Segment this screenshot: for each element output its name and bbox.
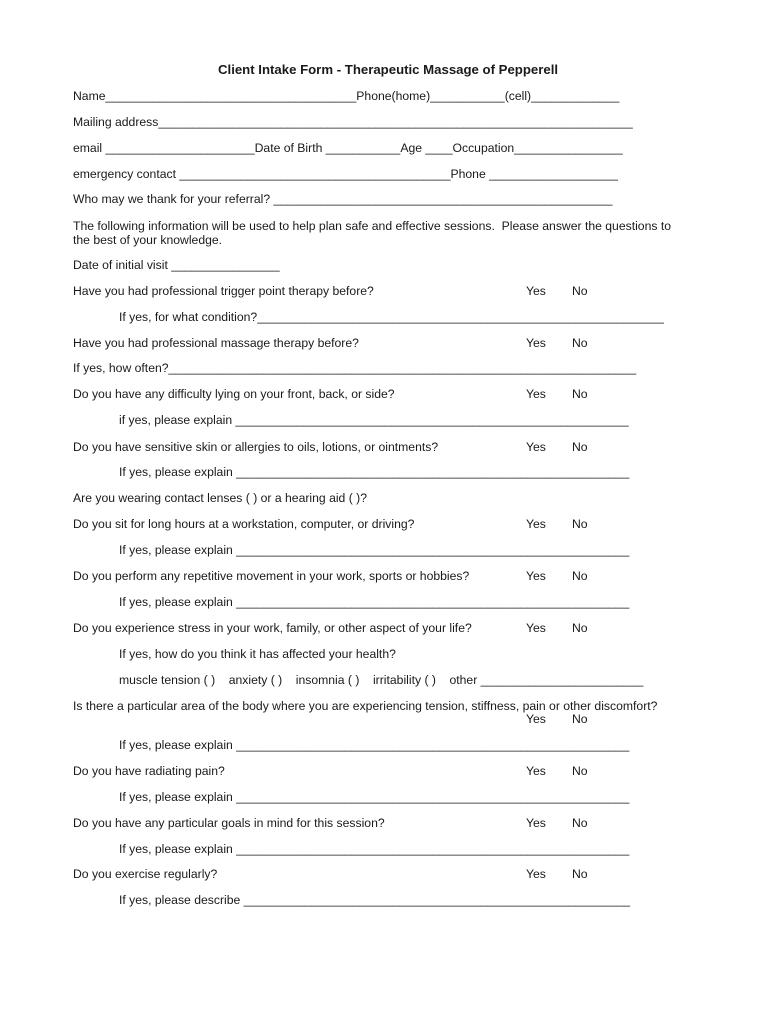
yes-option[interactable]: Yes — [526, 764, 546, 778]
yes-option[interactable]: Yes — [526, 867, 546, 881]
followup-session-goals[interactable]: If yes, please explain __________________________________________________________ — [119, 842, 630, 856]
question-radiating-pain: Do you have radiating pain? — [73, 764, 225, 778]
question-lying-difficulty: Do you have any difficulty lying on your front, back, or side? — [73, 387, 395, 401]
yes-option[interactable]: Yes — [526, 816, 546, 830]
followup-stress: If yes, how do you think it has affected your health? — [119, 647, 396, 661]
followup-long-hours[interactable]: If yes, please explain __________________________________________________________ — [119, 543, 630, 557]
yes-option[interactable]: Yes — [526, 712, 546, 726]
intro-text-2: the best of your knowledge. — [73, 233, 223, 247]
no-option[interactable]: No — [572, 712, 588, 726]
question-massage-therapy: Have you had professional massage therapy before? — [73, 336, 359, 350]
followup-body-area[interactable]: If yes, please explain __________________________________________________________ — [119, 738, 630, 752]
no-option[interactable]: No — [572, 764, 588, 778]
yes-option[interactable]: Yes — [526, 336, 546, 350]
no-option[interactable]: No — [572, 387, 588, 401]
no-option[interactable]: No — [572, 867, 588, 881]
email-dob-line[interactable]: email ______________________Date of Birth ___________Age ____Occupation________________ — [73, 141, 623, 155]
no-option[interactable]: No — [572, 284, 588, 298]
yes-option[interactable]: Yes — [526, 387, 546, 401]
followup-radiating-pain[interactable]: If yes, please explain __________________________________________________________ — [119, 790, 630, 804]
mailing-address-line[interactable]: Mailing address______________________________________________________________________ — [73, 115, 633, 129]
yes-option[interactable]: Yes — [526, 569, 546, 583]
followup-massage-therapy[interactable]: If yes, how often?_____________________________________________________________________ — [73, 361, 637, 375]
question-repetitive-movement: Do you perform any repetitive movement in your work, sports or hobbies? — [73, 569, 470, 583]
stress-symptom-options[interactable]: muscle tension ( ) anxiety ( ) insomnia ( ) irritability ( ) other ________________________ — [119, 673, 644, 687]
question-sensitive-skin: Do you have sensitive skin or allergies to oils, lotions, or ointments? — [73, 440, 439, 454]
followup-repetitive-movement[interactable]: If yes, please explain __________________________________________________________ — [119, 595, 630, 609]
question-long-hours: Do you sit for long hours at a workstation, computer, or driving? — [73, 517, 415, 531]
yes-option[interactable]: Yes — [526, 284, 546, 298]
question-contact-lenses[interactable]: Are you wearing contact lenses ( ) or a hearing aid ( )? — [73, 491, 367, 505]
no-option[interactable]: No — [572, 569, 588, 583]
question-session-goals: Do you have any particular goals in mind for this session? — [73, 816, 385, 830]
question-stress: Do you experience stress in your work, family, or other aspect of your life? — [73, 621, 472, 635]
form-title: Client Intake Form - Therapeutic Massage of Pepperell — [218, 62, 559, 77]
no-option[interactable]: No — [572, 816, 588, 830]
no-option[interactable]: No — [572, 621, 588, 635]
initial-visit-line[interactable]: Date of initial visit ________________ — [73, 258, 280, 272]
no-option[interactable]: No — [572, 440, 588, 454]
followup-lying-difficulty[interactable]: if yes, please explain __________________________________________________________ — [119, 413, 629, 427]
yes-option[interactable]: Yes — [526, 517, 546, 531]
question-trigger-point: Have you had professional trigger point therapy before? — [73, 284, 374, 298]
followup-trigger-point[interactable]: If yes, for what condition?____________________________________________________________ — [119, 310, 664, 324]
followup-exercise[interactable]: If yes, please describe _________________________________________________________ — [119, 893, 631, 907]
no-option[interactable]: No — [572, 517, 588, 531]
question-body-area: Is there a particular area of the body where you are experiencing tension, stiffness, pain or other discomfort? — [73, 699, 658, 713]
intro-text: The following information will be used to help plan safe and effective sessions. Please answer the questions to — [73, 219, 671, 233]
referral-line[interactable]: Who may we thank for your referral? __________________________________________________ — [73, 192, 613, 206]
name-phone-line[interactable]: Name_____________________________________Phone(home)___________(cell)_____________ — [73, 89, 620, 103]
no-option[interactable]: No — [572, 336, 588, 350]
yes-option[interactable]: Yes — [526, 621, 546, 635]
yes-option[interactable]: Yes — [526, 440, 546, 454]
followup-sensitive-skin[interactable]: If yes, please explain __________________________________________________________ — [119, 465, 630, 479]
question-exercise: Do you exercise regularly? — [73, 867, 218, 881]
emergency-contact-line[interactable]: emergency contact ________________________________________Phone ___________________ — [73, 167, 618, 181]
